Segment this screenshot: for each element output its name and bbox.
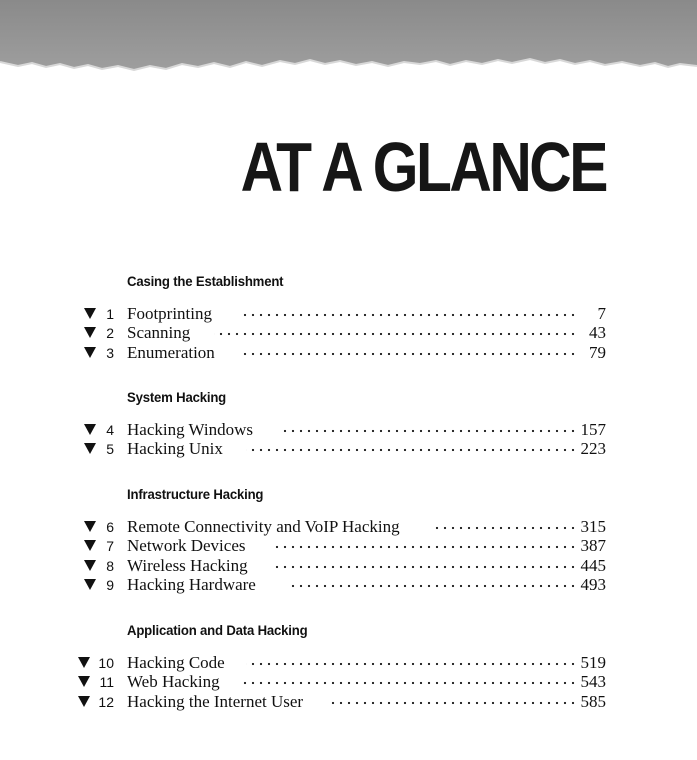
chapter-number: 1 <box>106 306 114 322</box>
leader-dots <box>246 660 577 668</box>
chapter-title[interactable]: Hacking Hardware <box>127 575 262 595</box>
leader-dots <box>280 427 577 435</box>
page-number[interactable]: 7 <box>597 304 606 323</box>
chapter-title[interactable]: Wireless Hacking <box>127 556 254 576</box>
triangle-bullet-icon <box>84 347 96 358</box>
chapter-title[interactable]: Remote Connectivity and VoIP Hacking <box>127 517 406 537</box>
toc-entry[interactable] <box>0 693 697 713</box>
chapter-title[interactable]: Hacking the Internet User <box>127 692 309 712</box>
chapter-title[interactable]: Hacking Unix <box>127 439 229 459</box>
page-number[interactable]: 387 <box>580 536 606 556</box>
triangle-bullet-icon <box>84 443 96 454</box>
toc-entry[interactable] <box>0 576 697 596</box>
chapter-number: 9 <box>106 576 114 593</box>
toc-entry[interactable] <box>0 324 697 344</box>
triangle-bullet-icon <box>84 308 96 319</box>
chapter-number: 11 <box>99 674 114 691</box>
triangle-bullet-icon <box>84 424 96 435</box>
chapter-number: 2 <box>106 325 114 342</box>
triangle-bullet-icon <box>78 676 90 687</box>
leader-dots <box>288 582 577 590</box>
page-number[interactable]: 585 <box>580 691 606 711</box>
chapter-title[interactable]: Footprinting <box>127 304 218 324</box>
section-heading: Casing the Establishment <box>127 273 284 289</box>
chapter-number: 3 <box>106 344 114 361</box>
page-number[interactable]: 157 <box>580 420 606 439</box>
leader-dots <box>246 446 577 454</box>
toc-entry[interactable] <box>0 440 697 460</box>
leader-dots <box>272 543 577 551</box>
toc-entry[interactable] <box>0 518 697 538</box>
triangle-bullet-icon <box>84 327 96 338</box>
section-heading: Application and Data Hacking <box>127 622 308 638</box>
page-number[interactable]: 223 <box>580 439 606 459</box>
chapter-number: 7 <box>106 538 114 555</box>
torn-paper-header <box>0 0 697 90</box>
triangle-bullet-icon <box>84 521 96 532</box>
toc-entry[interactable] <box>0 421 697 441</box>
page-number[interactable]: 519 <box>580 653 606 672</box>
section-heading: Infrastructure Hacking <box>127 486 264 502</box>
page-number[interactable]: 43 <box>589 323 606 343</box>
page-number[interactable]: 315 <box>580 517 606 536</box>
chapter-title[interactable]: Network Devices <box>127 536 252 556</box>
toc-entry[interactable] <box>0 537 697 557</box>
page-number[interactable]: 543 <box>580 672 606 692</box>
page-number[interactable]: 445 <box>580 555 606 575</box>
chapter-title[interactable]: Enumeration <box>127 343 221 363</box>
toc-entry[interactable] <box>0 673 697 693</box>
chapter-title[interactable]: Scanning <box>127 323 196 343</box>
section-heading: System Hacking <box>127 389 227 405</box>
leader-dots <box>214 330 577 338</box>
chapter-title[interactable]: Hacking Code <box>127 653 231 673</box>
triangle-bullet-icon <box>84 560 96 571</box>
chapter-number: 4 <box>106 422 114 438</box>
toc-entry[interactable] <box>0 654 697 674</box>
triangle-bullet-icon <box>78 696 90 707</box>
page-title: AT A GLANCE <box>240 128 606 206</box>
triangle-bullet-icon <box>78 657 90 668</box>
leader-dots <box>240 350 577 358</box>
toc-entry[interactable] <box>0 557 697 577</box>
toc-entry[interactable] <box>0 344 697 364</box>
toc-entry[interactable] <box>0 305 697 325</box>
leader-dots <box>242 679 577 687</box>
chapter-number: 12 <box>98 693 114 710</box>
chapter-title[interactable]: Hacking Windows <box>127 420 259 440</box>
chapter-number: 6 <box>106 519 114 535</box>
triangle-bullet-icon <box>84 540 96 551</box>
leader-dots <box>432 524 577 532</box>
leader-dots <box>240 311 577 319</box>
chapter-title[interactable]: Web Hacking <box>127 672 226 692</box>
triangle-bullet-icon <box>84 579 96 590</box>
chapter-number: 10 <box>98 655 114 671</box>
chapter-number: 8 <box>106 557 114 574</box>
chapter-number: 5 <box>106 441 114 458</box>
leader-dots <box>272 563 577 571</box>
page-number[interactable]: 79 <box>589 342 606 362</box>
leader-dots <box>328 699 577 707</box>
page-number[interactable]: 493 <box>580 574 606 594</box>
